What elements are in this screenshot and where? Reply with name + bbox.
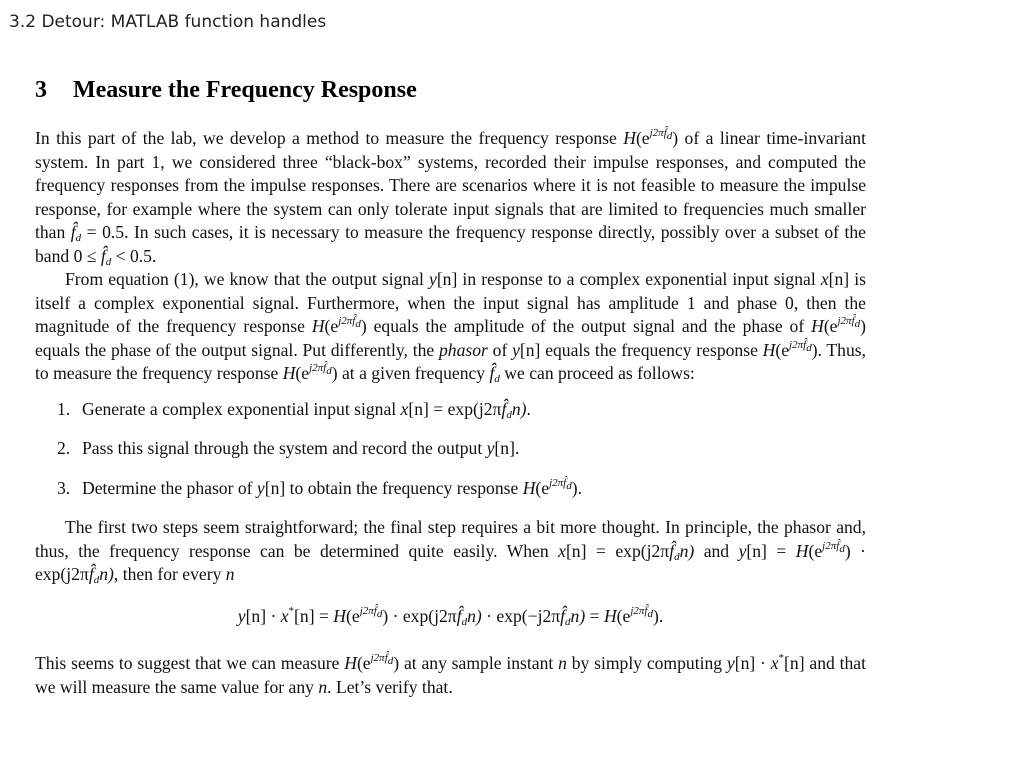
inline-math: y[n]. bbox=[486, 438, 520, 458]
section-title-text: Measure the Frequency Response bbox=[73, 77, 417, 103]
steps-list bbox=[35, 398, 866, 501]
paragraph-3: The first two steps seem straightforward; the final step requires a bit more thought. In principle, the phasor and, thus, the frequency response can be determined quite easily. When $x[n] = \exp(j2\pi f̂_dn)$ and $y[n] = H(e^{j2\pi f̂_d})$ · $\exp(j2\pi f̂_dn)$, then for every n bbox=[35, 517, 866, 586]
paragraph-1: In this part of the lab, we develop a method to measure the frequency response $H(e^{j2\pi f̂_d})$ of a linear time-invariant system. In part 1, we considered three “black-box” systems, recorded their impulse responses, and computed the frequency responses from the impulse responses. There are scenarios where it is not feasible to measure the impulse response, for example where the system can only tolerate input signals that are limited to frequencies much smaller than $f̂_d = 0.5$. In such cases, it is necessary to measure the frequency response directly, possibly over a subset of the band $0 \le f̂_d < 0.5$. bbox=[35, 127, 866, 268]
list-item: 1. Generate a complex exponential input signal $x[n] = \exp(j2\pi f̂_dn)$. bbox=[57, 398, 531, 421]
inline-math: $f̂_d$ bbox=[489, 363, 500, 385]
paragraph-4: This seems to suggest that we can measure $H(e^{j2\pi f̂_d})$ at any sample instant n by simply computing y[n] · x*[n] and that we will measure the same value for any n. Let’s verify that. bbox=[35, 652, 866, 697]
frequency-response-symbol: $H(e^{j2\pi f̂_d})$ bbox=[811, 315, 866, 336]
frequency-response-symbol: $H(e^{j2\pi f̂_d})$ bbox=[311, 315, 367, 336]
inline-math: $0 \le f̂_d < 0.5$. bbox=[73, 245, 157, 268]
frequency-response-symbol: $H(e^{j2\pi f̂_d})$ bbox=[282, 362, 338, 383]
inline-math: y[n] bbox=[256, 477, 286, 498]
paragraph-2: From equation (1), we know that the output signal y[n] in response to a complex exponential input signal x[n] is itself a complex exponential signal. Furthermore, when the input signal has amplitude 1 and phase 0, then the magnitude of the frequency response $H(e^{j2\pi f̂_d})$ equals the amplitude of the output signal and the phase of $H(e^{j2\pi f̂_d})$ equals the phase of the output signal. Put differently, the phasor of y[n] equals the frequency response $H(e^{j2\pi f̂_d})$. Thus, to measure the frequency response $H(e^{j2\pi f̂_d})$ at a given frequency $f̂_d$ we can proceed as follows: bbox=[35, 269, 866, 385]
list-item: 2. Pass this signal through the system and record the output y[n]. bbox=[57, 438, 520, 458]
frequency-response-symbol: $H(e^{j2\pi f̂_d})$. bbox=[522, 476, 582, 498]
inline-math: y[n] · x*[n] bbox=[726, 652, 805, 673]
frequency-response-symbol: $H(e^{j2\pi f̂_d})$ bbox=[344, 652, 400, 673]
section-title bbox=[35, 77, 417, 104]
inline-math: $f̂_d$ bbox=[70, 222, 82, 244]
inline-math: y[n] bbox=[512, 339, 541, 360]
list-item: 3. Determine the phasor of y[n] to obtain the frequency response $H(e^{j2\pi f̂_d})$. bbox=[57, 476, 582, 498]
phasor-term: phasor bbox=[438, 339, 488, 360]
frequency-response-symbol: $H(e^{j2\pi f̂_d})$ bbox=[762, 338, 818, 360]
inline-math: $x[n] = \exp(j2\pi f̂_dn)$ bbox=[558, 540, 695, 563]
section-number: 3 bbox=[35, 77, 47, 103]
inline-math: x[n] bbox=[820, 269, 850, 289]
frequency-response-symbol: $H(e^{j2\pi f̂_d})$ bbox=[623, 127, 679, 148]
inline-math: $y[n] = H(e^{j2\pi f̂_d})$ · $\exp(j2\pi f̂_dn)$ bbox=[35, 539, 866, 586]
breadcrumb[interactable]: 3.2 Detour: MATLAB function handles bbox=[9, 12, 327, 32]
section-content bbox=[35, 127, 866, 699]
inline-math: y[n] bbox=[429, 269, 458, 289]
display-equation: $y[n] \cdot x^*[n] = H(e^{j2\pi f̂_d})$ · $\exp(j2\pi f̂_dn)$ · $\exp(-j2\pi f̂_dn) = H(e^{j2\pi f̂_d})$. bbox=[237, 604, 664, 628]
inline-math: $x[n] = \exp(j2\pi f̂_dn)$. bbox=[400, 398, 531, 421]
